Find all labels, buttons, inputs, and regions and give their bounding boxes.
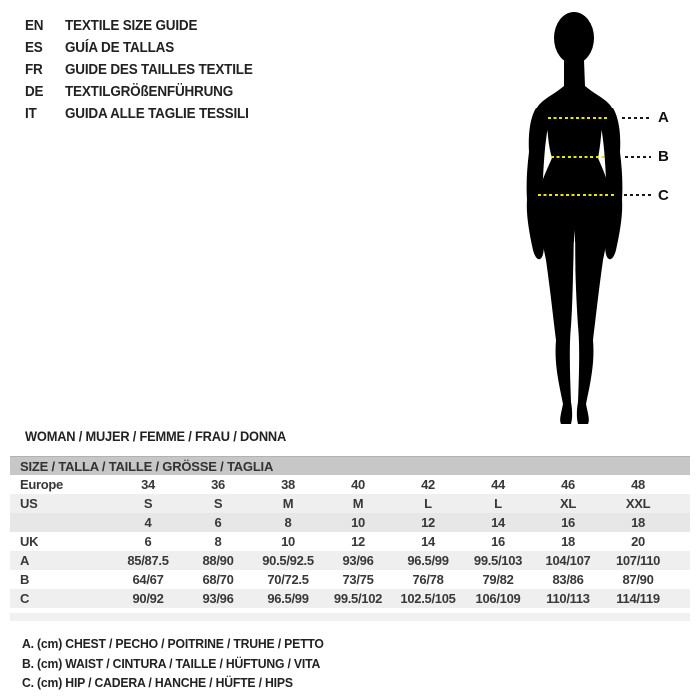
waist-pointer-line — [625, 156, 651, 158]
language-title-list — [25, 15, 270, 125]
size-value-cell: 6 — [144, 534, 152, 549]
measure-label-c: C — [658, 187, 669, 204]
language-title: GUIDA ALLE TAGLIE TESSILI — [64, 106, 249, 122]
size-value-cell: M — [282, 496, 294, 511]
size-value-cell: 42 — [421, 477, 435, 492]
size-value-cell: 68/70 — [202, 572, 234, 587]
measure-label-a: A — [658, 109, 669, 126]
size-value-cell: 85/87.5 — [127, 553, 169, 568]
size-value-cell: 102.5/105 — [400, 591, 456, 606]
size-value-cell: 12 — [351, 534, 365, 549]
size-value-cell: 8 — [284, 515, 292, 530]
size-value-cell: 12 — [421, 515, 435, 530]
legend-hip: C. (cm) HIP / CADERA / HANCHE / HÜFTE / HIPS — [22, 675, 293, 690]
legend-waist: B. (cm) WAIST / CINTURA / TAILLE / HÜFTUNG / VITA — [22, 655, 321, 671]
row-label-cell: A — [20, 553, 30, 568]
language-code: EN — [25, 18, 44, 34]
size-value-cell: 16 — [491, 534, 505, 549]
language-row — [25, 37, 253, 59]
chest-pointer-line — [622, 117, 652, 119]
table-row-us — [10, 494, 690, 513]
size-value-cell: 99.5/103 — [473, 553, 523, 568]
size-value-cell: L — [494, 496, 502, 511]
row-label-cell: C — [20, 591, 30, 606]
row-label-cell: Europe — [20, 477, 63, 492]
section-title-woman: WOMAN / MUJER / FEMME / FRAU / DONNA — [25, 429, 287, 444]
size-value-cell: 104/107 — [545, 553, 591, 568]
woman-silhouette-figure — [500, 8, 660, 428]
table-row-us-numeric — [10, 513, 690, 532]
size-value-cell: XL — [559, 496, 576, 511]
size-value-cell: 14 — [421, 534, 435, 549]
size-value-cell: 48 — [631, 477, 645, 492]
row-label-cell — [10, 513, 113, 532]
legend-chest: A. (cm) CHEST / PECHO / POITRINE / TRUHE / PETTO — [22, 636, 324, 651]
language-title: TEXTILE SIZE GUIDE — [64, 18, 198, 34]
size-value-cell: 36 — [211, 477, 225, 492]
size-value-cell: 34 — [141, 477, 155, 492]
size-value-cell: 93/96 — [342, 553, 374, 568]
size-value-cell: 96.5/99 — [407, 553, 449, 568]
size-value-cell: 90.5/92.5 — [262, 553, 314, 568]
table-header-title: SIZE / TALLA / TAILLE / GRÖSSE / TAGLIA — [10, 457, 690, 476]
size-value-cell: 107/110 — [615, 553, 661, 568]
language-title: TEXTILGRÖßENFÜHRUNG — [64, 84, 234, 100]
size-value-cell: 76/78 — [412, 572, 444, 587]
woman-silhouette-icon — [500, 8, 660, 428]
measure-label-b: B — [658, 148, 669, 165]
language-code: FR — [25, 62, 43, 78]
size-value-cell: 110/113 — [546, 591, 590, 606]
table-header-row — [10, 457, 690, 476]
row-label-cell: B — [20, 572, 30, 587]
table-bottom-divider — [10, 613, 690, 621]
table-row-hip — [10, 589, 690, 608]
language-row — [25, 103, 253, 125]
size-value-cell: 44 — [491, 477, 505, 492]
waist-measure-line — [551, 156, 606, 158]
size-value-cell: 90/92 — [132, 591, 164, 606]
language-code: IT — [25, 106, 37, 122]
language-title: GUÍA DE TALLAS — [64, 40, 175, 56]
size-value-cell: 4 — [144, 515, 152, 530]
size-value-cell: 106/109 — [475, 591, 521, 606]
size-value-cell: 96.5/99 — [267, 591, 309, 606]
size-value-cell: 40 — [351, 477, 365, 492]
row-label-cell: US — [20, 496, 38, 511]
size-value-cell: 6 — [214, 515, 222, 530]
size-value-cell: 10 — [281, 534, 295, 549]
table-row-uk — [10, 532, 690, 551]
size-value-cell: 87/90 — [622, 572, 654, 587]
language-row — [25, 81, 253, 103]
size-value-cell: 79/82 — [482, 572, 514, 587]
size-value-cell: 38 — [281, 477, 295, 492]
size-value-cell: 18 — [631, 515, 645, 530]
size-value-cell: S — [213, 496, 223, 511]
hip-measure-line — [538, 194, 614, 196]
hip-pointer-line — [624, 194, 652, 196]
size-value-cell: 46 — [561, 477, 575, 492]
size-value-cell: 20 — [631, 534, 645, 549]
measurement-legend — [22, 634, 343, 693]
size-value-cell: 10 — [351, 515, 365, 530]
size-value-cell: 114/119 — [616, 591, 660, 606]
language-row — [25, 59, 253, 81]
size-value-cell: 64/67 — [132, 572, 164, 587]
language-title: GUIDE DES TAILLES TEXTILE — [64, 62, 253, 78]
table-row-chest — [10, 551, 690, 570]
size-table — [10, 456, 690, 608]
size-value-cell: 8 — [214, 534, 222, 549]
size-value-cell: 18 — [561, 534, 575, 549]
chest-measure-line — [548, 117, 608, 119]
size-value-cell: XXL — [625, 496, 651, 511]
size-value-cell: 93/96 — [202, 591, 234, 606]
size-value-cell: 73/75 — [342, 572, 374, 587]
size-value-cell: 99.5/102 — [333, 591, 383, 606]
size-value-cell: 16 — [561, 515, 575, 530]
size-value-cell: 70/72.5 — [267, 572, 309, 587]
size-value-cell: 14 — [491, 515, 505, 530]
language-code: DE — [25, 84, 44, 100]
size-value-cell: S — [143, 496, 153, 511]
table-row-europe — [10, 475, 690, 494]
size-value-cell: 88/90 — [202, 553, 234, 568]
language-code: ES — [25, 40, 43, 56]
size-value-cell: 83/86 — [552, 572, 584, 587]
size-value-cell: M — [352, 496, 364, 511]
language-row — [25, 15, 253, 37]
row-label-cell: UK — [20, 534, 39, 549]
table-row-waist — [10, 570, 690, 589]
size-value-cell: L — [424, 496, 432, 511]
